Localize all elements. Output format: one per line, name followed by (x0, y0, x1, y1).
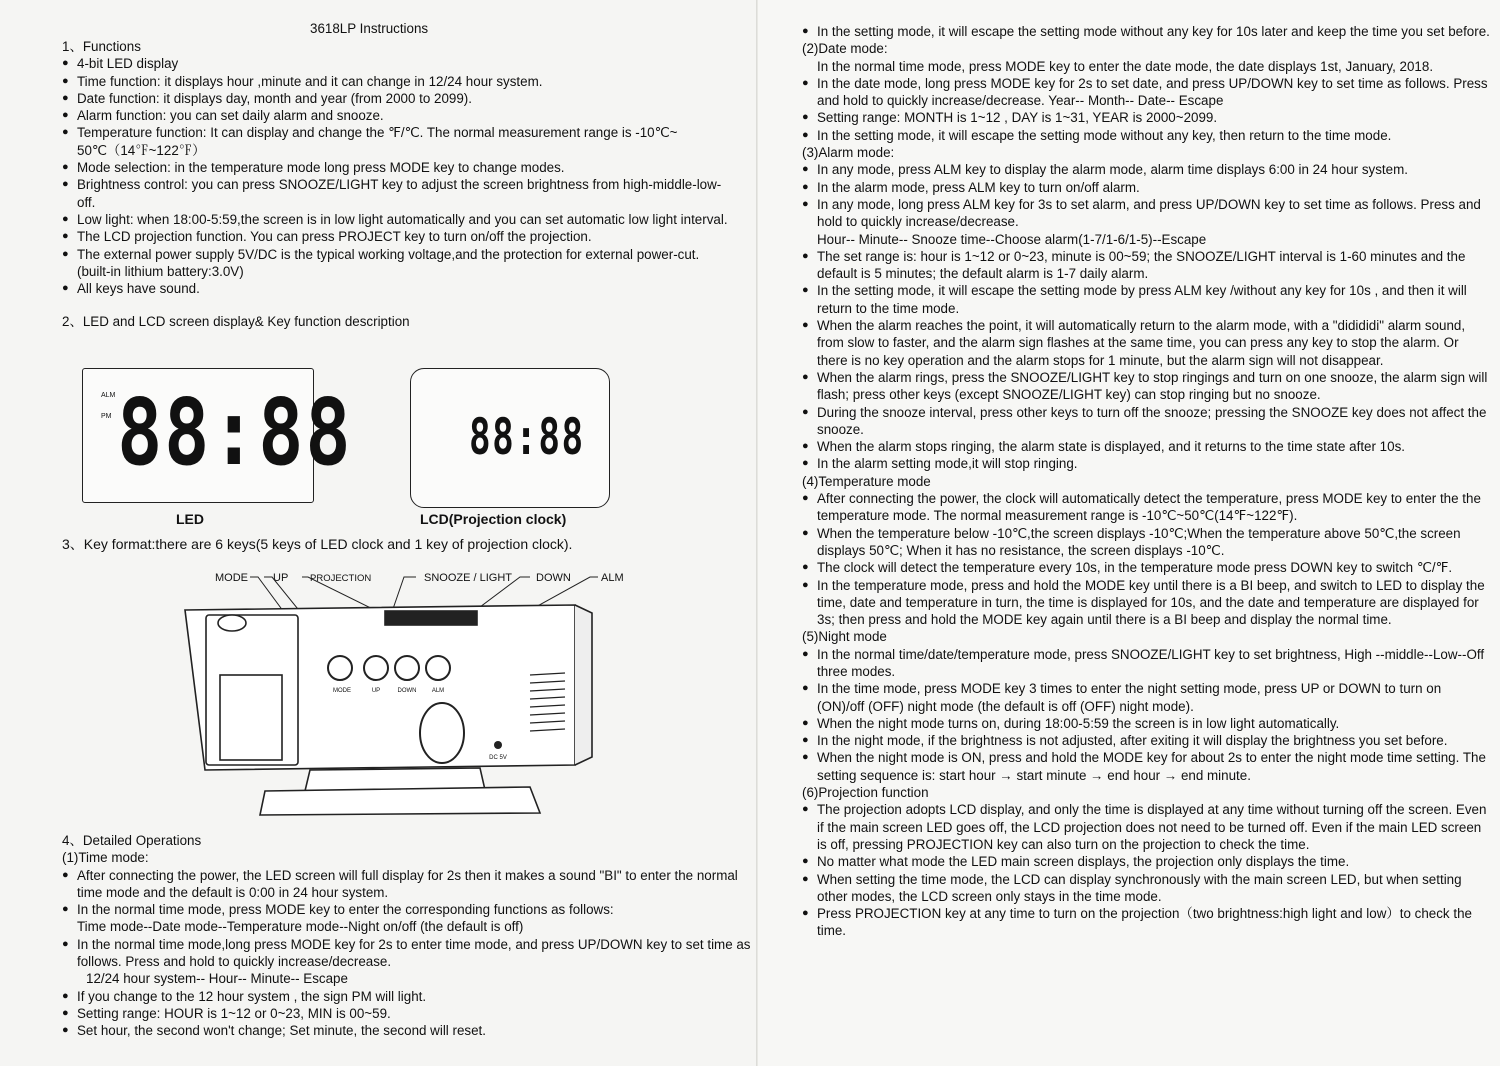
functions-list (62, 55, 732, 297)
paragraph: ● Press PROJECTION key at any time to turn on the projection（two brightness:high light and low）to check the time. (802, 905, 1492, 940)
port-label: DC 5V (489, 755, 507, 761)
paragraph: ● When the alarm reaches the point, it will automatically return to the alarm mode, with a "didididi" alarm sound, from slow to faster, and the alarm sign flashes at the same time, you can press any key to stop the alarm. Or there is no key operation and the alarm stops for 1 minute, but the alarm sign will not disappear. (802, 317, 1492, 369)
pm-indicator: PM (101, 413, 112, 420)
paragraph: ● In the time mode, press MODE key 3 times to enter the night setting mode, press UP or DOWN to turn on (ON)/off (OFF) night mode (the default is off (OFF) night mode). (802, 680, 1492, 715)
paragraph: 12/24 hour system-- Hour-- Minute-- Escape (86, 971, 348, 987)
display-heading: 2、LED and LCD screen display& Key function description (62, 314, 410, 330)
key-label-alm: ALM (601, 572, 624, 584)
detailed-heading: 4、Detailed Operations (62, 833, 202, 848)
key-label-projection: PROJECTION (310, 573, 372, 584)
paragraph: ● Setting range: HOUR is 1~12 or 0~23, MIN is 00~59. (62, 1005, 752, 1022)
lcd-digits: 88:88 (469, 408, 585, 466)
button-label-down: DOWN (397, 688, 417, 694)
paragraph: ● When the night mode turns on, during 18:00-5:59 the screen is in low light automatically. (802, 715, 1492, 732)
button-label-alm: ALM (431, 688, 445, 694)
paragraph: ● Mode selection: in the temperature mode long press MODE key to change modes. (62, 159, 732, 176)
paragraph: ● The external power supply 5V/DC is the typical working voltage,and the protection for external power-cut.(built-in lithium battery:3.0V) (62, 246, 732, 281)
paragraph: ● In the setting mode, it will escape the setting mode by press ALM key /without any key for 10s , and then it will return to the time mode. (802, 282, 1492, 317)
paragraph: ● In the temperature mode, press and hold the MODE key until there is a BI beep, and switch to LED to display the time, date and temperature in turn, the time is displayed for 10s, and the date and temperature are displayed for 3s; then press and hold the MODE key again until there is a BI beep and display the normal time. (802, 577, 1492, 629)
paragraph: ● After connecting the power, the clock will automatically detect the temperature, press MODE key to enter the the temperature mode. The normal measurement range is -10℃~50℃(14℉~122℉). (802, 490, 1492, 525)
paragraph: ● The clock will detect the temperature every 10s, in the temperature mode press DOWN key to switch ℃/℉. (802, 559, 1492, 576)
functions-heading: 1、Functions (62, 39, 141, 54)
key-heading: 3、Key format:there are 6 keys(5 keys of LED clock and 1 key of projection clock). (62, 536, 573, 552)
paragraph: ● The projection adopts LCD display, and only the time is displayed at any time without turning off the screen. Even if the main screen LED goes off, the LCD projection does not need to be turned off. Even if the main LED screen is off, pressing PROJECTION key can also turn on the projection to check the time. (802, 801, 1492, 853)
paragraph: ● When the alarm rings, press the SNOOZE/LIGHT key to stop ringings and turn on one snooze, the alarm sign will flash; press other keys (except SNOOZE/LIGHT key) can stop ringing but no snooze. (802, 369, 1492, 404)
led-caption: LED (176, 511, 204, 527)
paragraph: ● In the setting mode, it will escape the setting mode without any key, then return to the time mode. (802, 127, 1492, 144)
paragraph: Time mode--Date mode--Temperature mode--Night on/off (the default is off) (77, 919, 524, 935)
alm-button-icon (426, 656, 450, 680)
paragraph: ● Time function: it displays hour ,minute and it can change in 12/24 hour system. (62, 73, 732, 90)
lcd-screen-illustration (410, 368, 610, 508)
section-heading: (5)Night mode (802, 629, 887, 645)
paragraph: ● In any mode, long press ALM key for 3s to set alarm, and press UP/DOWN key to set time as follows. Press and hold to quickly increase/decrease. (802, 196, 1492, 231)
section-heading: (3)Alarm mode: (802, 145, 895, 161)
key-label-down: DOWN (536, 572, 571, 584)
right-page (758, 0, 1500, 1066)
right-column (802, 23, 1492, 940)
dc-port-icon (494, 741, 502, 749)
key-label-mode: MODE (215, 572, 248, 584)
led-indicators (101, 391, 115, 421)
paragraph: ● During the snooze interval, press other keys to turn off the snooze; pressing the SNOOZE key does not affect the snooze. (802, 404, 1492, 439)
detailed-operations-section (62, 832, 752, 1040)
section-heading: (2)Date mode: (802, 41, 888, 57)
paragraph: ● In the night mode, if the brightness is not adjusted, after exiting it will display the brightness you set before. (802, 732, 1492, 749)
paragraph: ● No matter what mode the LED main screen displays, the projection only displays the time. (802, 853, 1492, 870)
paragraph: ● In any mode, press ALM key to display the alarm mode, alarm time displays 6:00 in 24 hour system. (802, 161, 1492, 178)
paragraph: ● The set range is: hour is 1~12 or 0~23, minute is 00~59; the SNOOZE/LIGHT interval is 1-60 minutes and the default is 5 minutes; the default alarm is 1-7 daily alarm. (802, 248, 1492, 283)
paragraph: ● Temperature function: It can display and change the ℉/℃. The normal measurement range is -10℃~ 50℃（14℉~122℉） (62, 124, 732, 159)
button-label-up: UP (371, 688, 381, 694)
paragraph: ● When the alarm stops ringing, the alarm state is displayed, and it returns to the time state after 10s. (802, 438, 1492, 455)
paragraph: ● In the alarm setting mode,it will stop ringing. (802, 455, 1492, 472)
paragraph: ● When the temperature below -10℃,the screen displays -10℃;When the temperature above 50℃,the screen displays 50℃; When it has no resistance, the screen displays -10℃. (802, 525, 1492, 560)
paragraph: ● All keys have sound. (62, 280, 732, 297)
key-label-snooze: SNOOZE / LIGHT (424, 572, 513, 584)
paragraph: ● Date function: it displays day, month and year (from 2000 to 2099). (62, 90, 732, 107)
paragraph: In the normal time mode, press MODE key to enter the date mode, the date displays 1st, January, 2018. (817, 58, 1434, 74)
clock-key-diagram (180, 565, 640, 830)
document-title: 3618LP Instructions (310, 21, 429, 36)
paragraph: ● The LCD projection function. You can press PROJECT key to turn on/off the projection. (62, 228, 732, 245)
up-button-icon (364, 656, 388, 680)
paragraph: ● When setting the time mode, the LCD can display synchronously with the main screen LED, but when setting other modes, the LCD screen only stays in the time mode. (802, 871, 1492, 906)
paragraph: ● In the setting mode, it will escape the setting mode without any key for 10s later and keep the time you set before. (802, 23, 1492, 40)
down-button-icon (395, 656, 419, 680)
paragraph: ● In the normal time/date/temperature mode, press SNOOZE/LIGHT key to set brightness, High --middle--Low--Off three modes. (802, 646, 1492, 681)
alm-indicator: ALM (101, 392, 116, 399)
paragraph: ● Alarm function: you can set daily alarm and snooze. (62, 107, 732, 124)
led-digits: 88:88 (117, 379, 353, 486)
paragraph: ● 4-bit LED display (62, 55, 732, 72)
projector-dial-icon (420, 703, 464, 763)
paragraph: Hour-- Minute-- Snooze time--Choose alarm(1-7/1-6/1-5)--Escape (817, 231, 1207, 247)
section-heading: (6)Projection function (802, 785, 929, 801)
paragraph: ● Setting range: MONTH is 1~12 , DAY is 1~31, YEAR is 2000~2099. (802, 109, 1492, 126)
key-label-up: UP (273, 572, 289, 584)
led-screen-illustration (82, 368, 353, 503)
paragraph: ● After connecting the power, the LED screen will full display for 2s then it makes a sound "BI" to enter the normal time mode and the default is 0:00 in 24 hour system. (62, 867, 752, 902)
paragraph: ● Low light: when 18:00-5:59,the screen is in low light automatically and you can set automatic low light interval. (62, 211, 732, 228)
section-heading: (4)Temperature mode (802, 473, 931, 489)
paragraph: ● Brightness control: you can press SNOOZE/LIGHT key to adjust the screen brightness from high-middle-low-off. (62, 176, 732, 211)
paragraph: ● When the night mode is ON, press and hold the MODE key for about 2s to enter the night mode time setting. The setting sequence is: start hour → start minute → end hour → end minute. (802, 749, 1492, 784)
time-mode-heading: (1)Time mode: (62, 850, 149, 866)
paragraph: ● In the alarm mode, press ALM key to turn on/off alarm. (802, 179, 1492, 196)
button-label-mode: MODE (333, 688, 351, 694)
functions-section (62, 38, 732, 331)
time-mode-list (62, 867, 752, 1040)
paragraph: ● In the normal time mode,long press MODE key for 2s to enter time mode, and press UP/DOWN key to set time as follows. Press and hold to quickly increase/decrease. (62, 936, 752, 971)
lcd-caption: LCD(Projection clock) (420, 511, 567, 527)
paragraph: ● Set hour, the second won't change; Set minute, the second will reset. (62, 1022, 752, 1039)
paragraph: ● In the normal time mode, press MODE key to enter the corresponding functions as follows: (62, 901, 752, 918)
paragraph: ● If you change to the 12 hour system , the sign PM will light. (62, 988, 752, 1005)
paragraph: ● In the date mode, long press MODE key for 2s to set date, and press UP/DOWN key to set time as follows. Press and hold to quickly increase/decrease. Year-- Month-- Date-- Escape (802, 75, 1492, 110)
mode-button-icon (328, 656, 352, 680)
